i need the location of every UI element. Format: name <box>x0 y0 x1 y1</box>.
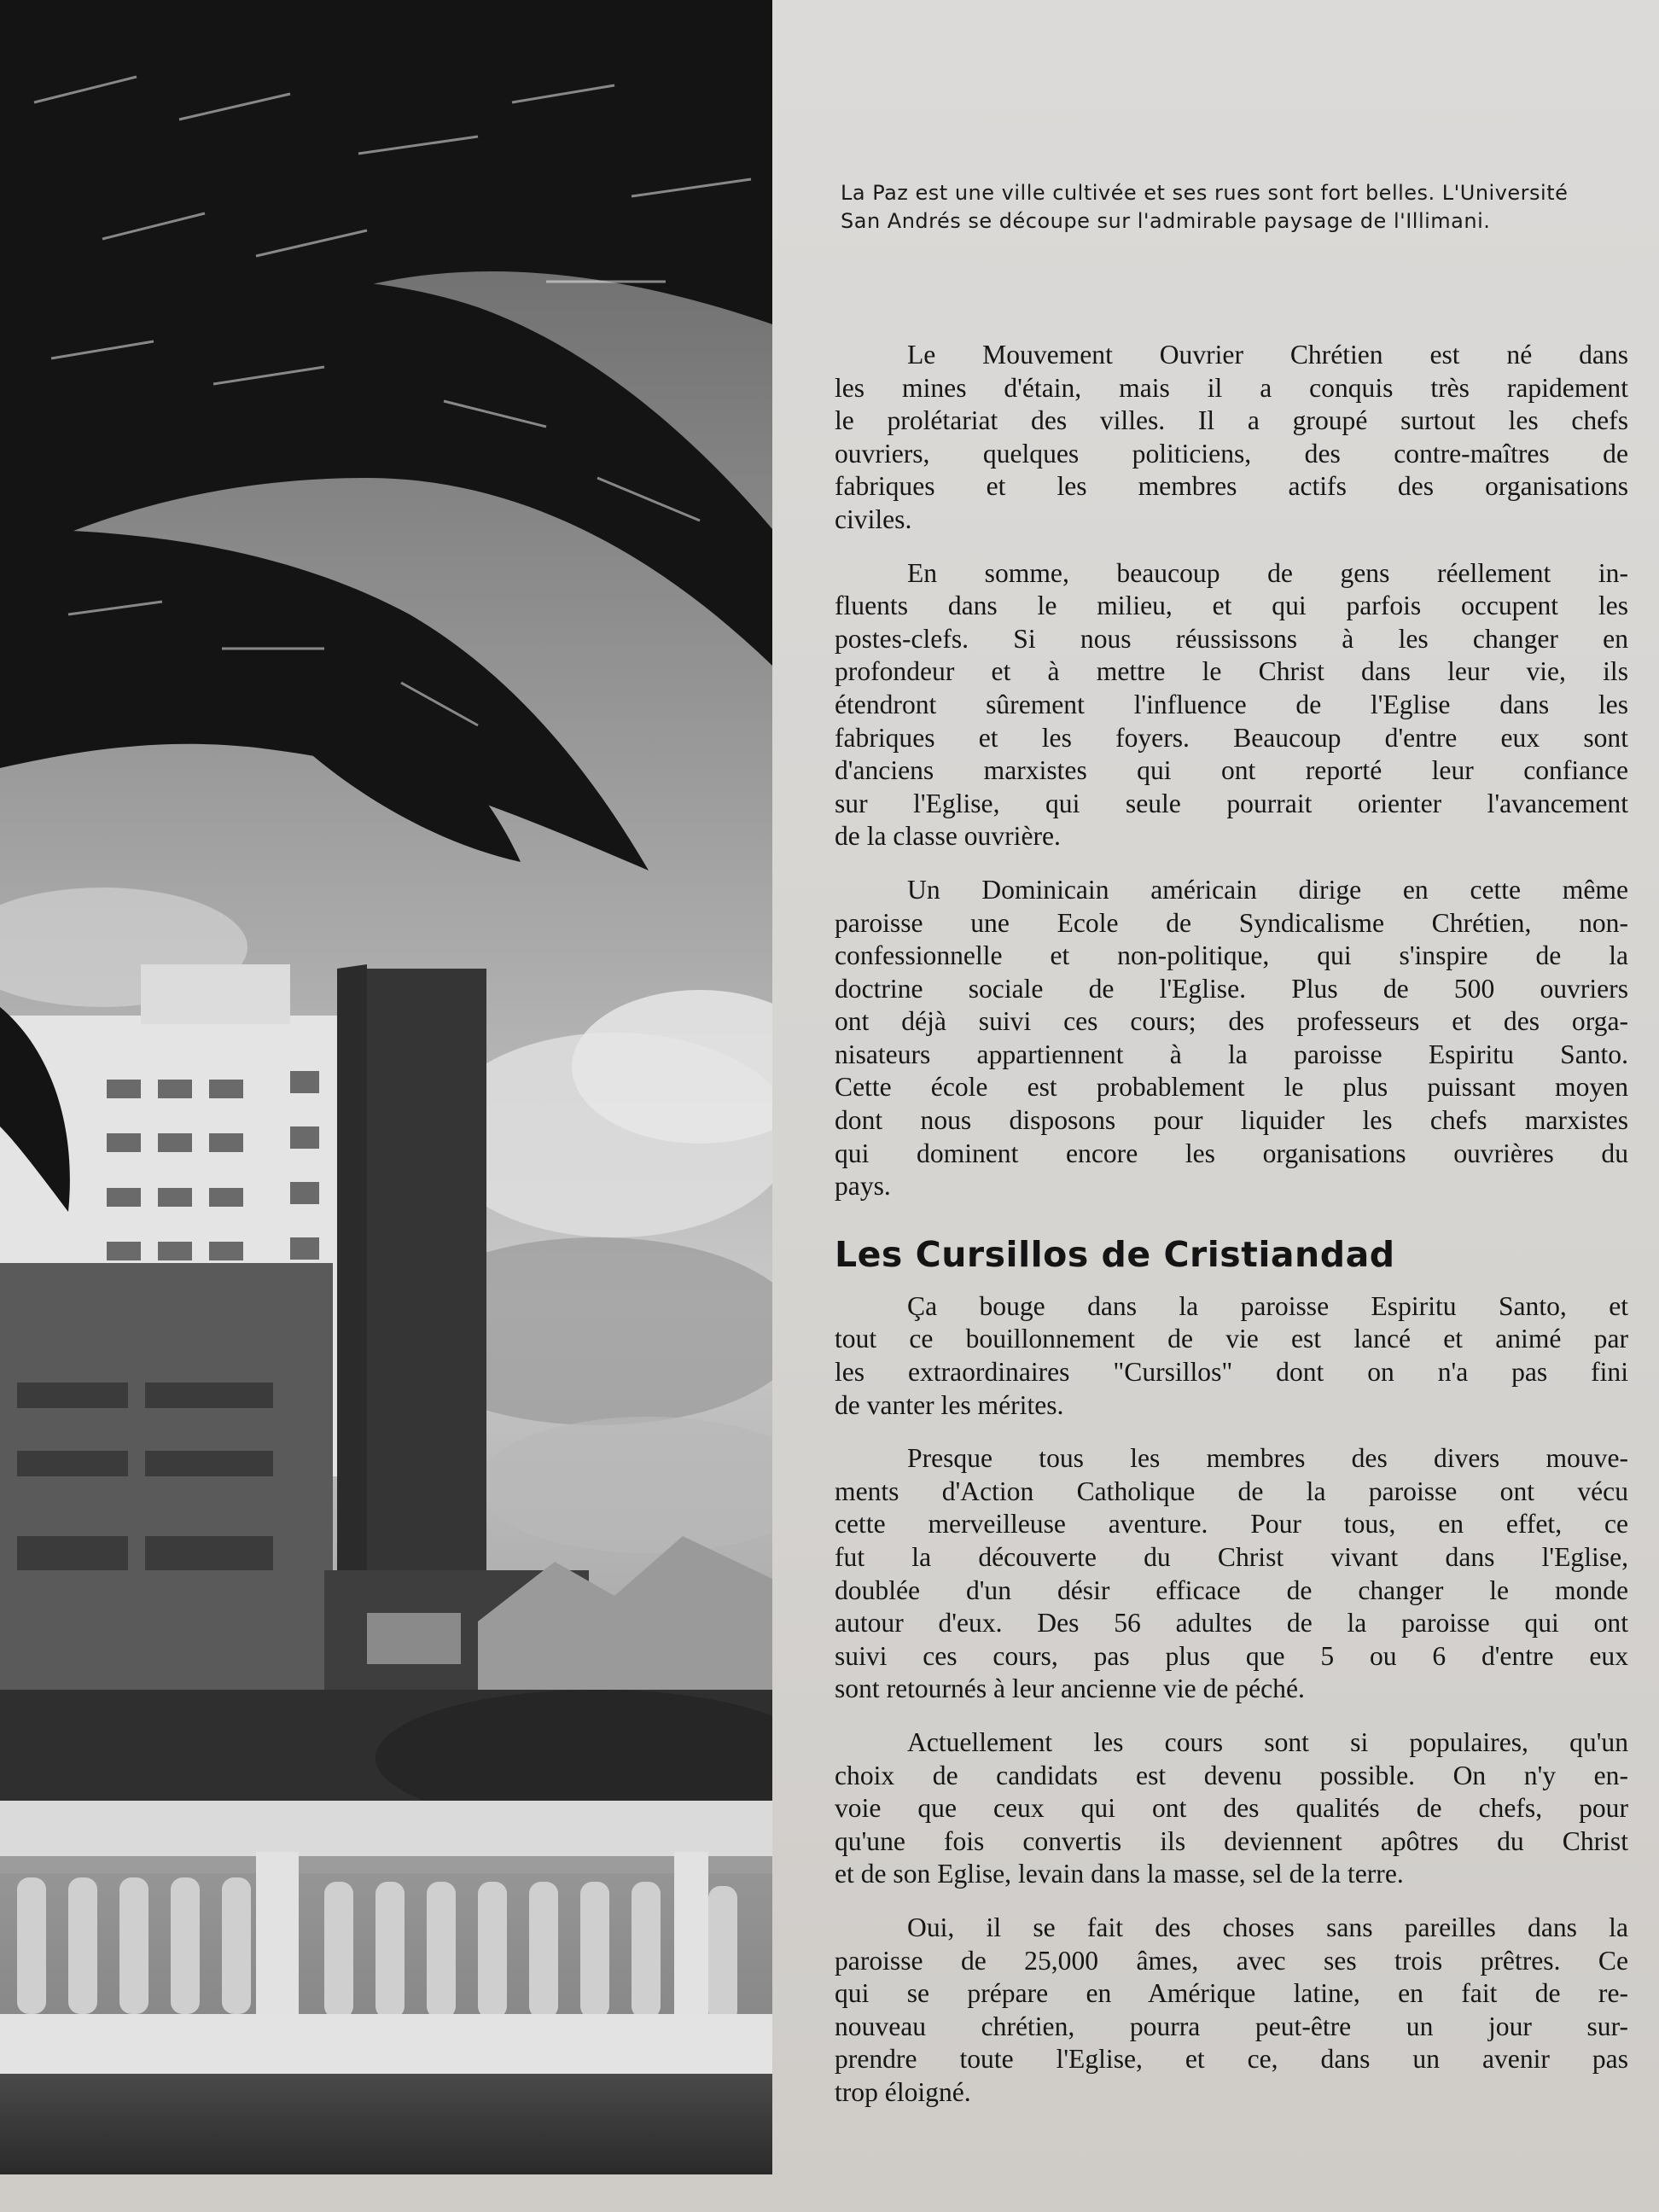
text-line: les extraordinaires "Cursillos" dont on n'a pas fini <box>835 1357 1628 1388</box>
text-line: de vanter les mérites. <box>835 1389 1064 1420</box>
text-line: tout ce bouillonnement de vie est lancé et animé par <box>835 1324 1628 1354</box>
text-line: paroisse une Ecole de Syndicalisme Chrétien, non- <box>835 907 1628 938</box>
text-line: civiles. <box>835 504 912 534</box>
paragraph <box>835 1912 1628 2110</box>
text-line: doublée d'un désir efficace de changer le monde <box>835 1575 1628 1605</box>
paragraph <box>835 339 1628 537</box>
text-line: Oui, il se fait des choses sans pareilles dans la <box>907 1912 1628 1942</box>
article-body <box>835 339 1628 2130</box>
text-line: suivi ces cours, pas plus que 5 ou 6 d'entre eux <box>835 1640 1628 1671</box>
text-line: postes-clefs. Si nous réussissons à les changer en <box>835 623 1628 654</box>
text-line: sur l'Eglise, qui seule pourrait orienter l'avancement <box>835 788 1628 818</box>
text-line: Ça bouge dans la paroisse Espiritu Santo, et <box>907 1290 1628 1321</box>
text-line: Presque tous les membres des divers mouve- <box>907 1443 1628 1474</box>
text-line: ont déjà suivi ces cours; des professeurs et des orga- <box>835 1006 1628 1037</box>
text-line: voie que ceux qui ont des qualités de chefs, pour <box>835 1793 1628 1824</box>
text-line: de la classe ouvrière. <box>835 821 1061 852</box>
text-line: Actuellement les cours sont si populaires, qu'un <box>907 1726 1628 1757</box>
text-line: qu'une fois convertis ils deviennent apôtres du Christ <box>835 1825 1628 1856</box>
text-line: le prolétariat des villes. Il a groupé surtout les chefs <box>835 405 1628 436</box>
photo-caption <box>841 179 1626 236</box>
text-line: cette merveilleuse aventure. Pour tous, en effet, ce <box>835 1509 1628 1540</box>
text-line: et de son Eglise, levain dans la masse, sel de la terre. <box>835 1859 1404 1889</box>
text-line: confessionnelle et non-politique, qui s'inspire de la <box>835 940 1628 971</box>
section-heading: Les Cursillos de Cristiandad <box>835 1233 1395 1275</box>
text-line: fut la découverte du Christ vivant dans l'Eglise, <box>835 1542 1628 1572</box>
text-line: fabriques et les foyers. Beaucoup d'entre eux sont <box>835 722 1628 753</box>
text-line: pays. <box>835 1171 891 1202</box>
paragraph <box>835 557 1628 853</box>
text-line: d'anciens marxistes qui ont reporté leur confiance <box>835 755 1628 786</box>
text-line: autour d'eux. Des 56 adultes de la paroisse qui ont <box>835 1608 1628 1639</box>
text-line: doctrine sociale de l'Eglise. Plus de 500 ouvriers <box>835 973 1628 1004</box>
text-line: paroisse de 25,000 âmes, avec ses trois prêtres. Ce <box>835 1945 1628 1976</box>
caption-line: La Paz est une ville cultivée et ses rues sont fort belles. L'Université <box>841 181 1569 205</box>
text-line: ouvriers, quelques politiciens, des contre-maîtres de <box>835 438 1628 469</box>
text-line: Un Dominicain américain dirige en cette même <box>907 874 1628 905</box>
text-line: En somme, beaucoup de gens réellement in- <box>907 557 1628 588</box>
text-line: prendre toute l'Eglise, et ce, dans un avenir pas <box>835 2044 1628 2075</box>
text-line: nouveau chrétien, pourra peut-être un jour sur- <box>835 2011 1628 2041</box>
text-line: fluents dans le milieu, et qui parfois occupent les <box>835 591 1628 621</box>
text-line: les mines d'étain, mais il a conquis très rapidement <box>835 372 1628 403</box>
caption-line: San Andrés se découpe sur l'admirable paysage de l'Illimani. <box>841 209 1491 233</box>
paragraph <box>835 1290 1628 1422</box>
text-line: qui dominent encore les organisations ouvrières du <box>835 1138 1628 1168</box>
text-line: fabriques et les membres actifs des organisations <box>835 471 1628 502</box>
text-line: qui se prépare en Amérique latine, en fait de re- <box>835 1978 1628 2009</box>
paragraph <box>835 874 1628 1203</box>
text-line: dont nous disposons pour liquider les chefs marxistes <box>835 1105 1628 1136</box>
text-line: Le Mouvement Ouvrier Chrétien est né dans <box>907 340 1628 370</box>
text-line: étendront sûrement l'influence de l'Eglise dans les <box>835 689 1628 719</box>
photo-university-building-icon <box>0 0 772 2174</box>
text-line: choix de candidats est devenu possible. On n'y en- <box>835 1760 1628 1790</box>
text-line: ments d'Action Catholique de la paroisse ont vécu <box>835 1476 1628 1506</box>
paragraph <box>835 1442 1628 1706</box>
text-line: profondeur et à mettre le Christ dans leur vie, ils <box>835 656 1628 687</box>
paragraph <box>835 1726 1628 1891</box>
text-line: nisateurs appartiennent à la paroisse Espiritu Santo. <box>835 1039 1628 1069</box>
text-line: trop éloigné. <box>835 2076 971 2107</box>
text-line: Cette école est probablement le plus puissant moyen <box>835 1072 1628 1103</box>
text-line: sont retournés à leur ancienne vie de péché. <box>835 1674 1305 1704</box>
